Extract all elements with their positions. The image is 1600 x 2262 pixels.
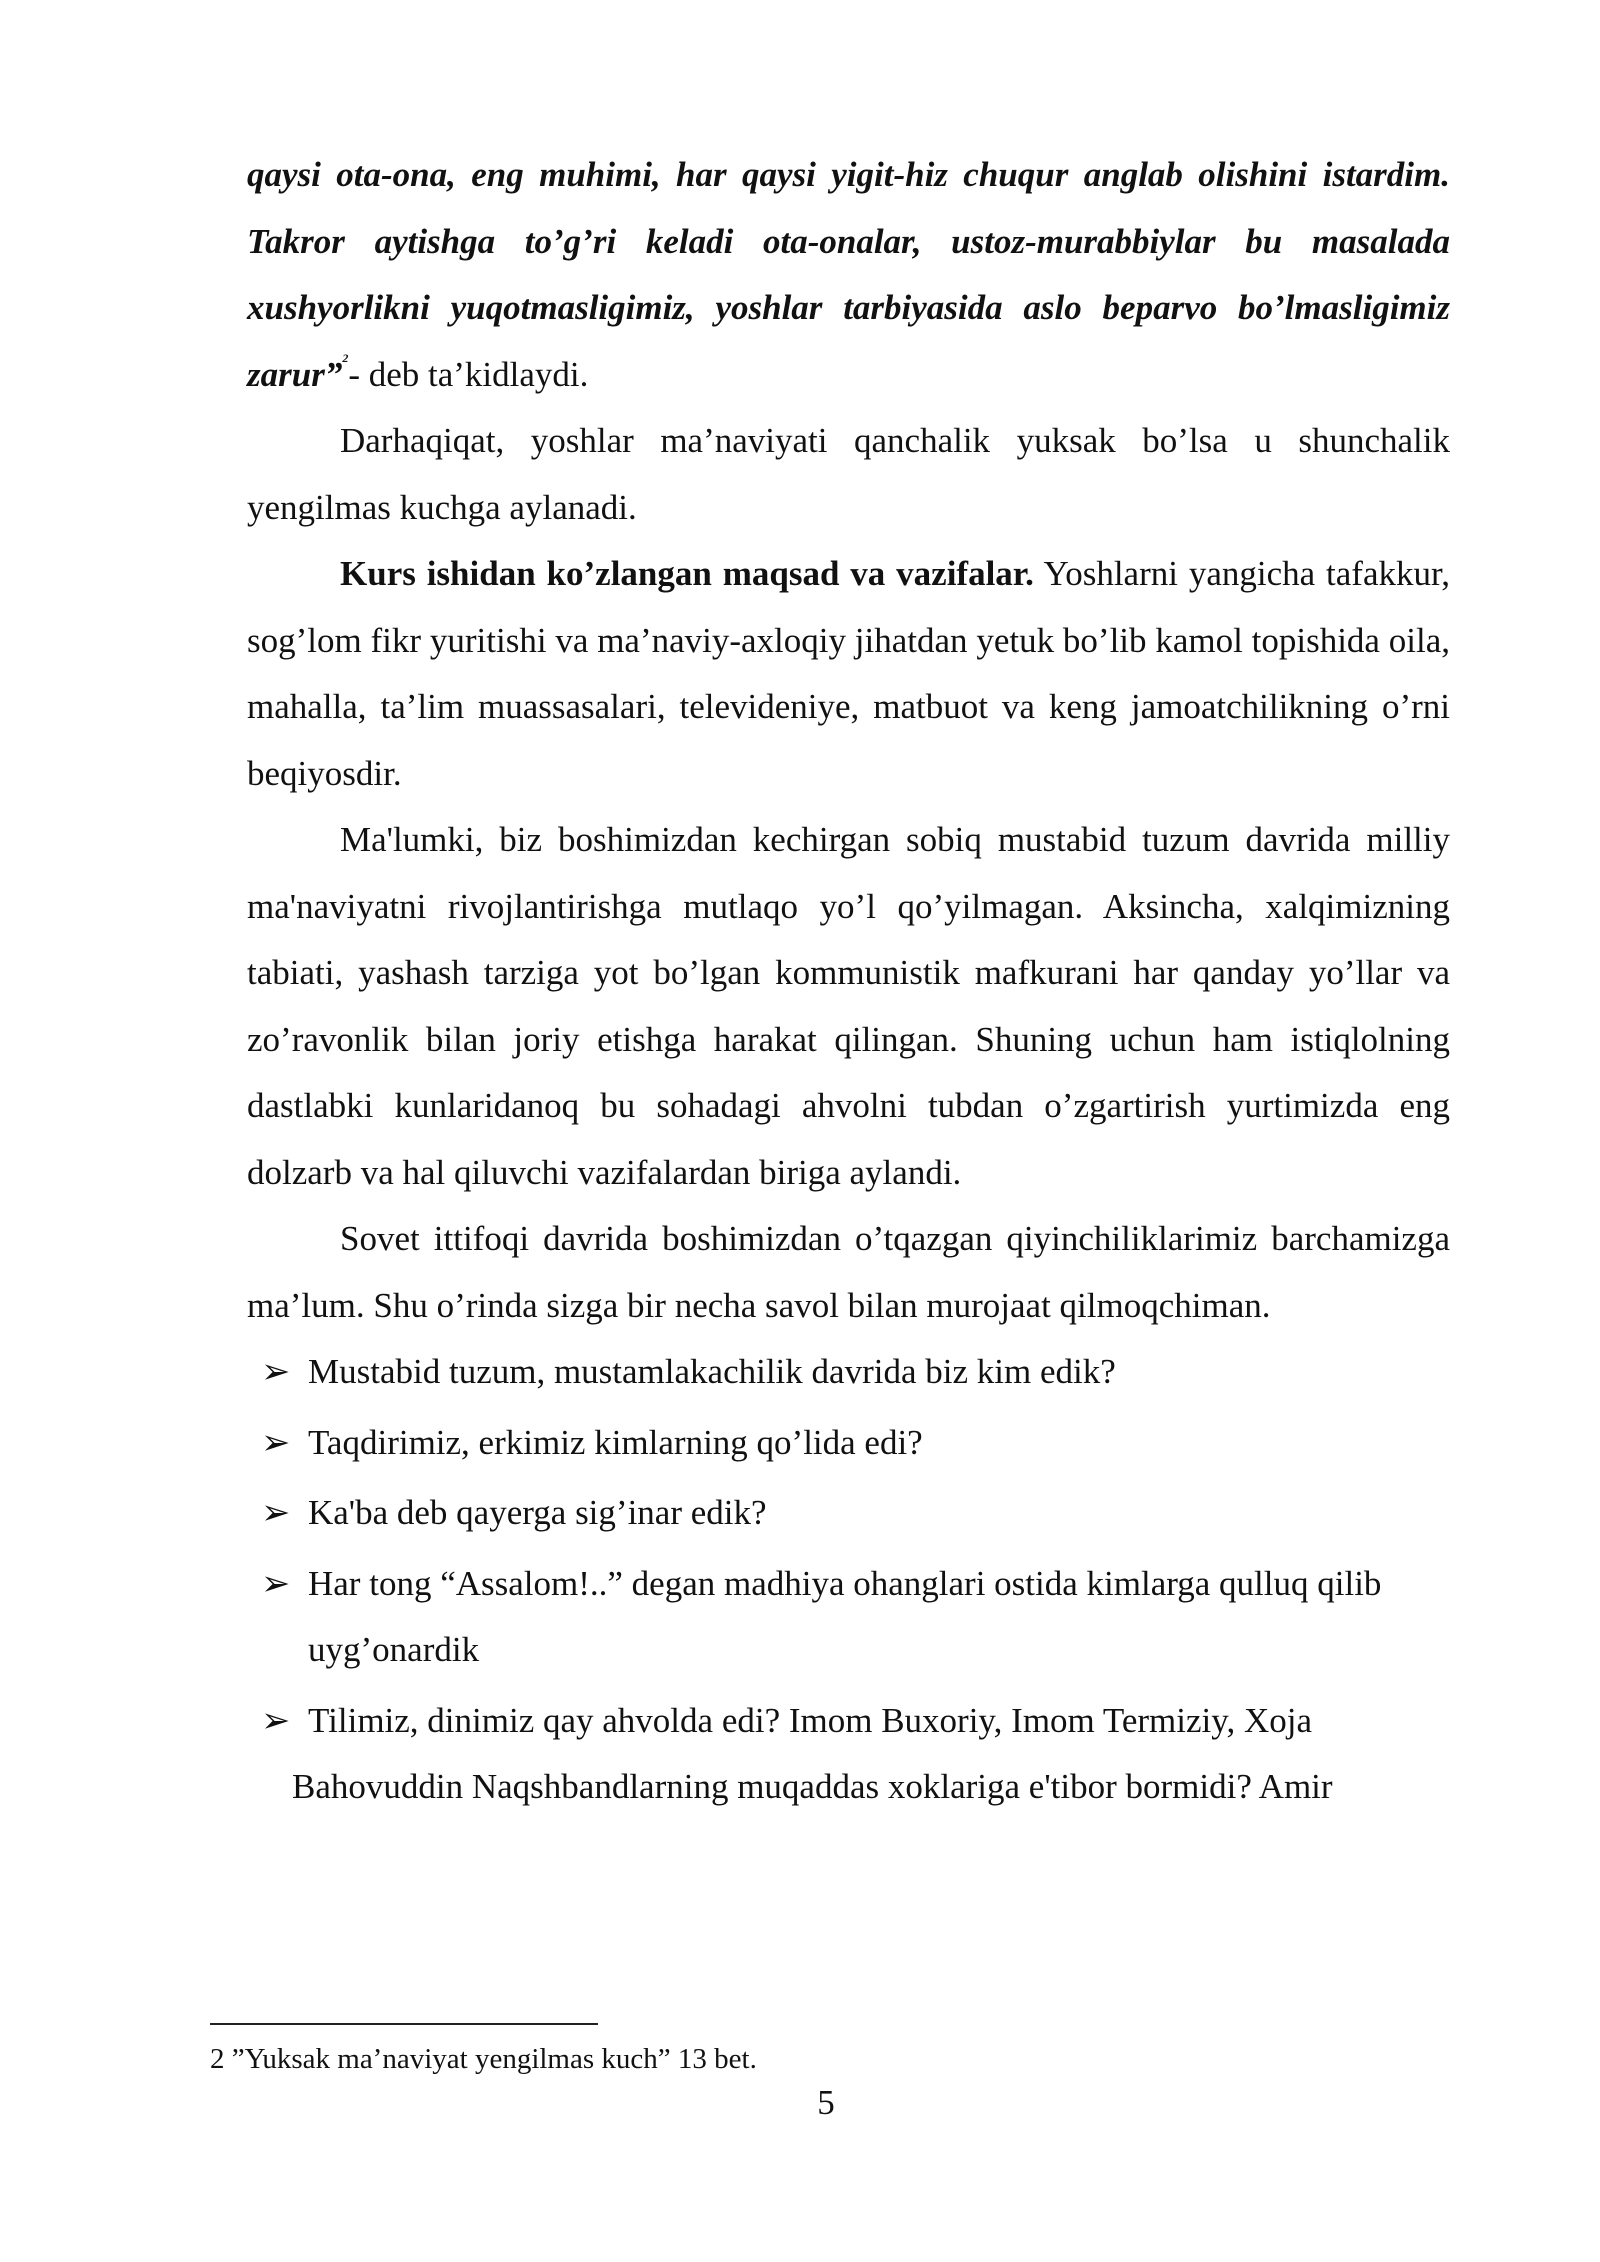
- question-list: [247, 1339, 1450, 1821]
- body-text: [247, 142, 1450, 1825]
- arrow-bullet-icon: ➢: [261, 1700, 291, 1740]
- arrow-bullet-icon: ➢: [261, 1352, 291, 1391]
- question-text: Mustabid tuzum, mustamlakachilik davrida biz kim edik?: [308, 1352, 1116, 1391]
- question-text: Har tong “Assalom!..” degan madhiya ohanglari ostida kimlarga qulluq qilib uyg’onardik: [308, 1563, 1382, 1669]
- list-item: [247, 1339, 1517, 1406]
- quote-text: qaysi ota-ona, eng muhimi, har qaysi yigit-hiz chuqur anglab olishini istardim. Takror aytishga to’g’ri keladi ota-onalar, ustoz-murabbiylar bu masalada xushyorlikni yuqotmasligimiz, yoshlar tarbiyasida aslo beparvo bo’lmasligimiz zarur”: [247, 155, 1450, 394]
- list-item: [247, 1480, 1517, 1547]
- question-text-line2: Bahovuddin Naqshbandlarning muqaddas xoklariga e'tibor bormidi? Amir: [292, 1767, 1333, 1806]
- footnote: 2 ”Yuksak ma’naviyat yengilmas kuch” 13 bet.: [210, 2043, 757, 2075]
- paragraph-sovet: Sovet ittifoqi davrida boshimizdan o’tqazgan qiyinchiliklarimiz barchamizga ma’lum. Shu o’rinda sizga bir necha savol bilan murojaat qilmoqchiman.: [247, 1219, 1450, 1325]
- arrow-bullet-icon: ➢: [261, 1563, 291, 1603]
- quote-tail: - deb ta’kidlaydi.: [348, 354, 589, 394]
- question-text-line1: Tilimiz, dinimiz qay ahvolda edi? Imom Buxoriy, Imom Termiziy, Xoja: [308, 1700, 1312, 1740]
- section-heading: Kurs ishidan ko’zlangan maqsad va vazifalar.: [340, 554, 1034, 593]
- paragraph-goals: [247, 541, 1450, 807]
- paragraph-malumki: Ma'lumki, biz boshimizdan kechirgan sobiq mustabid tuzum davrida milliy ma'naviyatni rivojlantirishga mutlaqo yo’l qo’yilmagan. Aksincha, xalqimizning tabiati, yashash tarziga yot bo’lgan kommunistik mafkurani har qanday yo’llar va zo’ravonlik bilan joriy etishga harakat qilingan. Shuning uchun ham istiqlolning dastlabki kunlaridanoq bu sohadagi ahvolni tubdan o’zgartirish yurtimizda eng dolzarb va hal qiluvchi vazifalardan biriga aylandi.: [247, 820, 1450, 1192]
- list-item: [247, 1410, 1517, 1477]
- list-item: [247, 1688, 1517, 1821]
- arrow-bullet-icon: ➢: [261, 1422, 291, 1462]
- question-text: Taqdirimiz, erkimiz kimlarning qo’lida edi?: [308, 1422, 923, 1462]
- goals-text: Yoshlarni yangicha tafakkur, sog’lom fikr yuritishi va ma’naviy-axloqiy jihatdan yetuk bo’lib kamol topishida oila, mahalla, ta’lim muassasalari, televideniye, matbuot va keng jamoatchilikning o’rni beqiyosdir.: [247, 554, 1450, 793]
- question-text: Ka'ba deb qayerga sig’inar edik?: [308, 1493, 767, 1532]
- list-item: [247, 1551, 1517, 1684]
- page-number: 5: [817, 2083, 835, 2122]
- paragraph-quote: [247, 142, 1450, 408]
- paragraph-darhaqiqat: Darhaqiqat, yoshlar ma’naviyati qanchalik yuksak bo’lsa u shunchalik yengilmas kuchga aylanadi.: [247, 421, 1450, 527]
- footnote-reference[interactable]: 2: [342, 350, 349, 365]
- arrow-bullet-icon: ➢: [261, 1493, 291, 1532]
- footnote-separator: [210, 2023, 598, 2025]
